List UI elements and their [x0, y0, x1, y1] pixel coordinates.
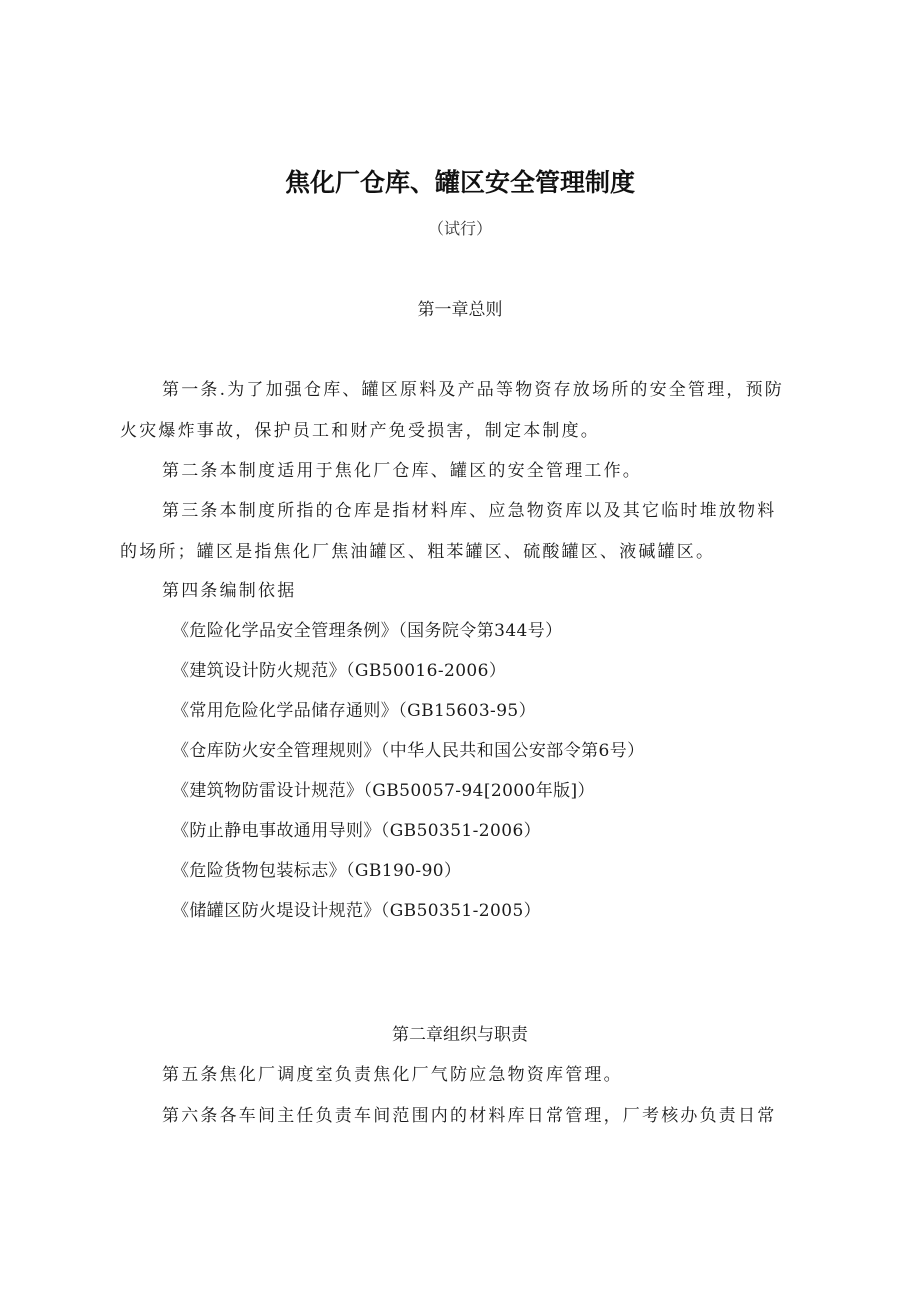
document-subtitle: （试行）: [427, 219, 492, 238]
chapter-heading-1: 第一章总则: [417, 300, 503, 320]
article-1-line-1: 第一条.为了加强仓库、罐区原料及产品等物资存放场所的安全管理，预防: [162, 380, 785, 400]
reference-item: 《防止静电事故通用导则》（GB50351-2006）: [172, 821, 542, 841]
reference-item: 《常用危险化学品储存通则》（GB15603-95）: [172, 701, 537, 721]
reference-item: 《危险化学品安全管理条例》（国务院令第344号）: [172, 621, 563, 641]
article-5: 第五条焦化厂调度室负责焦化厂气防应急物资库管理。: [162, 1065, 623, 1085]
reference-item: 《建筑物防雷设计规范》（GB50057-94[2000年版]）: [172, 781, 595, 801]
article-3-line-2: 的场所；罐区是指焦化厂焦油罐区、粗苯罐区、硫酸罐区、液碱罐区。: [120, 542, 716, 562]
reference-item: 《建筑设计防火规范》（GB50016-2006）: [172, 661, 507, 681]
article-4: 第四条编制依据: [162, 581, 297, 601]
chapter-heading-2: 第二章组织与职责: [392, 1025, 528, 1045]
article-3-line-1: 第三条本制度所指的仓库是指材料库、应急物资库以及其它临时堆放物料: [162, 501, 777, 521]
article-2: 第二条本制度适用于焦化厂仓库、罐区的安全管理工作。: [162, 461, 642, 481]
reference-item: 《危险货物包装标志》（GB190-90）: [172, 861, 462, 881]
document-title: 焦化厂仓库、罐区安全管理制度: [284, 168, 635, 197]
reference-item: 《储罐区防火堤设计规范》（GB50351-2005）: [172, 901, 542, 921]
article-6-line-1: 第六条各车间主任负责车间范围内的材料库日常管理，厂考核办负责日常: [162, 1106, 777, 1126]
article-1-line-2: 火灾爆炸事故，保护员工和财产免受损害，制定本制度。: [120, 421, 600, 441]
reference-item: 《仓库防火安全管理规则》（中华人民共和国公安部令第6号）: [172, 741, 645, 761]
